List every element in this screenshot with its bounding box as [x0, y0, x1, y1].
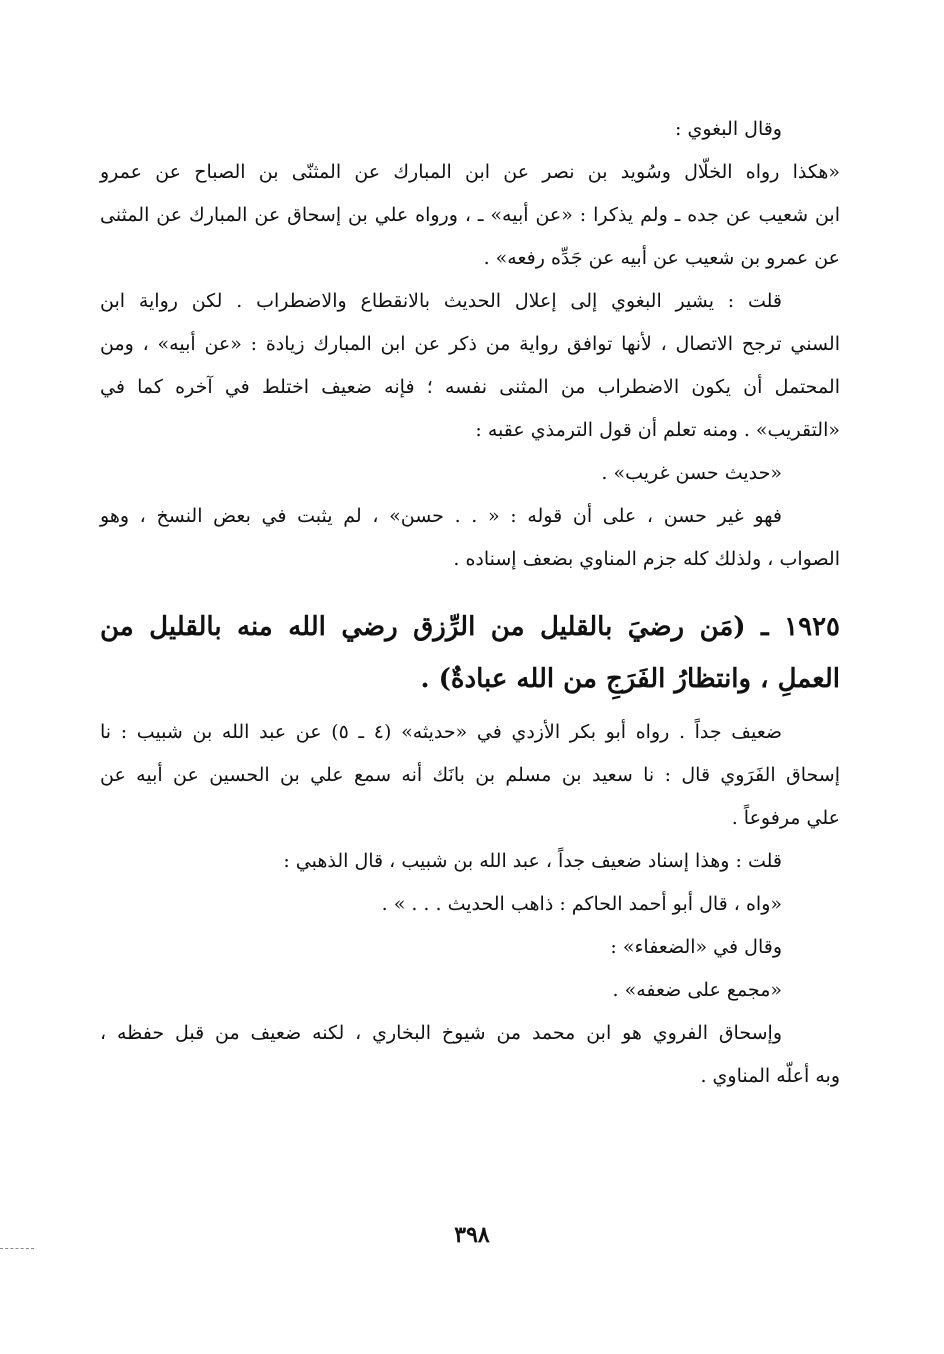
text-line: وقال في «الضعفاء» : — [610, 936, 782, 958]
spacer — [100, 581, 840, 601]
page-number: ٣٩٨ — [454, 1222, 490, 1248]
text-line: فهو غير حسن ، على أن قوله : « . . حسن» ، لم يثبت في بعض النسخ ، وهو — [100, 505, 782, 527]
text-line: ابن شعيب عن جده ـ ولم يذكرا : «عن أبيه» ـ ، ورواه علي بن إسحاق عن المبارك عن المثنى — [100, 204, 840, 226]
text-line: إسحاق الفَرَوي قال : نا سعيد بن مسلم بن بانَك أنه سمع علي بن الحسين عن أبيه عن — [100, 764, 840, 786]
text-line: «هكذا رواه الخلّال وسُويد بن نصر عن ابن المبارك عن المثنّى بن الصباح عن عمرو — [100, 161, 840, 183]
text-line: قلت : وهذا إسناد ضعيف جداً ، عبد الله بن شبيب ، قال الذهبي : — [283, 850, 782, 872]
text-line: وقال البغوي : — [675, 118, 782, 140]
quote-line: «واه ، قال أبو أحمد الحاكم : ذاهب الحديث . . . » . — [381, 893, 782, 915]
text-line: «التقريب» . ومنه تعلم أن قول الترمذي عقبه : — [475, 419, 840, 441]
page-body — [100, 108, 840, 1098]
quote-line: «مجمع على ضعفه» . — [612, 979, 782, 1001]
text-line: وبه أعلّه المناوي . — [700, 1065, 840, 1087]
text-line: المحتمل أن يكون الاضطراب من المثنى نفسه ؛ فإنه ضعيف اختلط في آخره كما في — [100, 376, 840, 398]
text-line: عن عمرو بن شعيب عن أبيه عن جَدِّه رفعه» . — [483, 247, 840, 269]
hadith-heading: ١٩٢٥ ـ (مَن رضيَ بالقليل من الرِّزق رضي الله منه بالقليل من — [100, 612, 840, 642]
text-line: وإسحاق الفروي هو ابن محمد من شيوخ البخاري ، لكنه ضعيف من قبل حفظه ، — [100, 1022, 782, 1044]
text-line: علي مرفوعاً . — [731, 807, 840, 829]
text-line: ضعيف جداً . رواه أبو بكر الأزدي في «حديثه» (٤ ـ ٥) عن عبد الله بن شبيب : نا — [100, 721, 782, 743]
quote-line: «حديث حسن غريب» . — [601, 462, 782, 484]
text-line: الصواب ، ولذلك كله جزم المناوي بضعف إسناده . — [453, 548, 840, 570]
scan-artifact — [0, 1248, 34, 1249]
hadith-heading-continued: العملِ ، وانتظارُ الفَرَجِ من الله عبادةٌ) . — [420, 664, 840, 694]
text-line: قلت : يشير البغوي إلى إعلال الحديث بالانقطاع والاضطراب . لكن رواية ابن — [100, 290, 782, 312]
text-line: السني ترجح الاتصال ، لأنها توافق رواية من ذكر عن ابن المبارك زيادة : «عن أبيه» ، ومن — [100, 333, 840, 355]
